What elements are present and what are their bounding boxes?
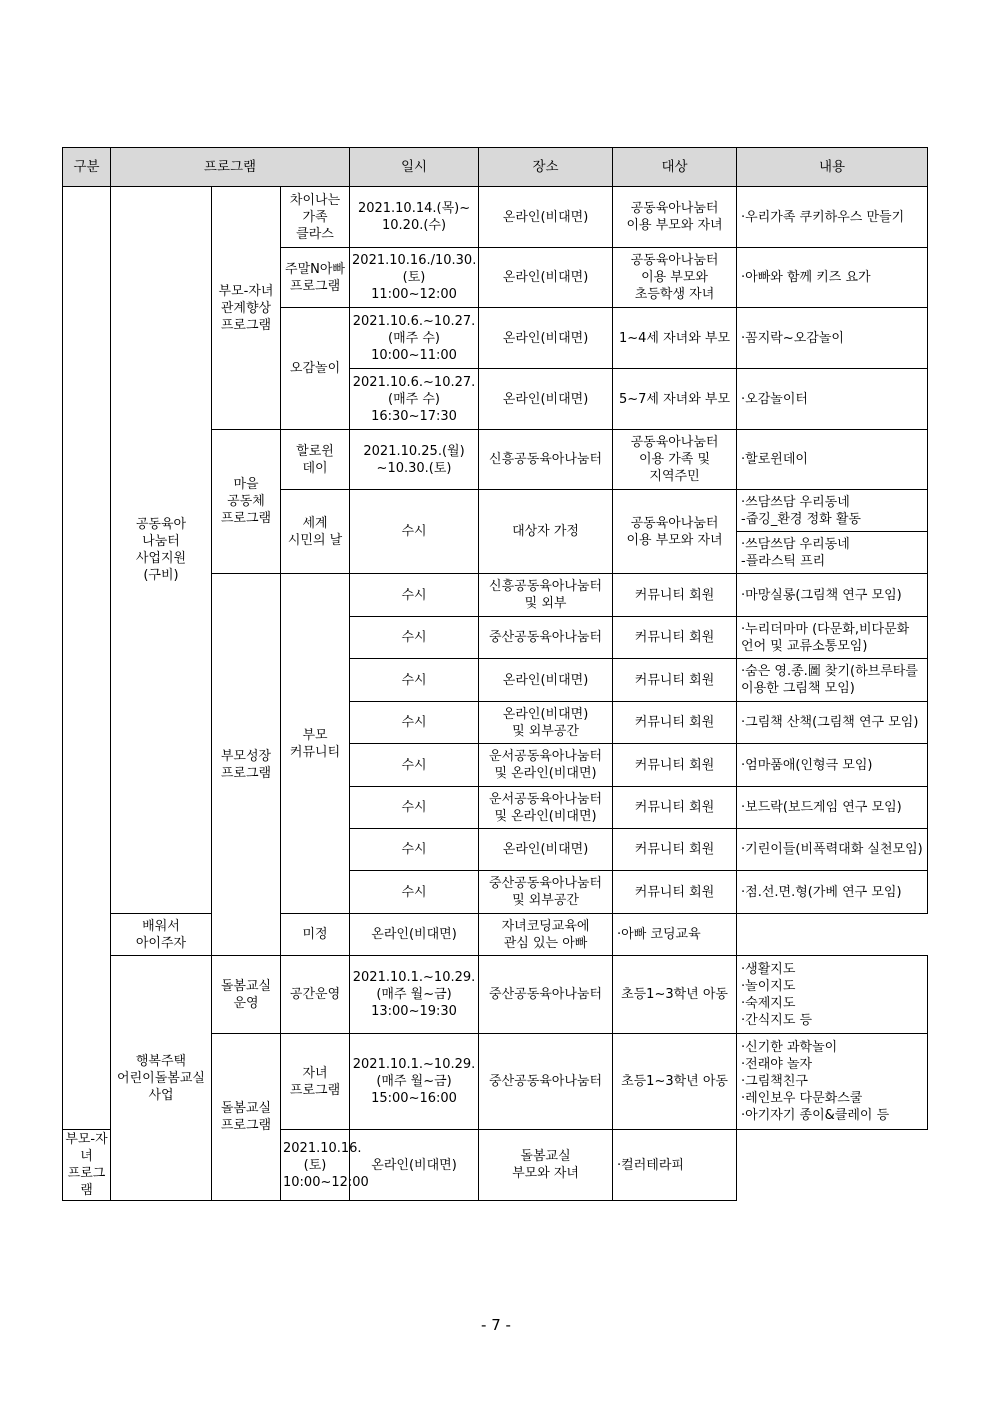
content-cell: ·보드락(보드게임 연구 모임) bbox=[737, 787, 928, 829]
header-content: 내용 bbox=[737, 148, 928, 187]
target-cell: 커뮤니티 회원 bbox=[613, 829, 737, 871]
place-cell: 온라인(비대면) bbox=[479, 369, 613, 430]
target-cell: 커뮤니티 회원 bbox=[613, 871, 737, 914]
content-cell: ·그림책 산책(그림책 연구 모임) bbox=[737, 702, 928, 744]
place-cell: 온라인(비대면) bbox=[479, 308, 613, 369]
content-cell: ·쓰담쓰담 우리동네 -줍깅_환경 정화 활동 bbox=[737, 490, 928, 532]
target-cell: 커뮤니티 회원 bbox=[613, 574, 737, 617]
content-cell: ·컬러테라피 bbox=[613, 1130, 737, 1201]
target-cell: 커뮤니티 회원 bbox=[613, 659, 737, 702]
target-cell: 5~7세 자녀와 부모 bbox=[613, 369, 737, 430]
target-cell: 공동육아나눔터 이용 부모와 자녀 bbox=[613, 490, 737, 574]
target-cell: 커뮤니티 회원 bbox=[613, 702, 737, 744]
date-cell: 2021.10.1.~10.29. (매주 월~금) 15:00~16:00 bbox=[350, 1034, 479, 1130]
target-cell: 돌봄교실 부모와 자녀 bbox=[479, 1130, 613, 1201]
content-cell: ·마망실롱(그림책 연구 모임) bbox=[737, 574, 928, 617]
place-cell: 온라인(비대면) bbox=[350, 914, 479, 956]
sub-program: 차이나는 가족 클라스 bbox=[281, 187, 350, 248]
place-cell: 중산공동육아나눔터 bbox=[479, 617, 613, 659]
content-cell: ·우리가족 쿠키하우스 만들기 bbox=[737, 187, 928, 248]
header-gubun: 구분 bbox=[63, 148, 111, 187]
group-label: 공동육아 나눔터 사업지원 (구비) bbox=[111, 187, 212, 914]
date-cell: 수시 bbox=[350, 574, 479, 617]
target-cell: 공동육아나눔터 이용 부모와 초등학생 자녀 bbox=[613, 248, 737, 308]
place-cell: 대상자 가정 bbox=[479, 490, 613, 574]
date-cell: 수시 bbox=[350, 659, 479, 702]
place-cell: 온라인(비대면) bbox=[350, 1130, 479, 1201]
target-cell: 커뮤니티 회원 bbox=[613, 744, 737, 787]
target-cell: 1~4세 자녀와 부모 bbox=[613, 308, 737, 369]
program-label: 마을 공동체 프로그램 bbox=[212, 430, 281, 574]
content-cell: ·숨은 영.종.圖 찾기(하브루타를 이용한 그림책 모임) bbox=[737, 659, 928, 702]
place-cell: 온라인(비대면) bbox=[479, 187, 613, 248]
target-cell: 초등1~3학년 아동 bbox=[613, 1034, 737, 1130]
table-row bbox=[63, 914, 928, 956]
date-cell: 미정 bbox=[281, 914, 350, 956]
program-label: 돌봄교실 프로그램 bbox=[212, 1034, 281, 1201]
date-cell: 수시 bbox=[350, 829, 479, 871]
place-cell: 운서공동육아나눔터 및 온라인(비대면) bbox=[479, 744, 613, 787]
date-cell: 수시 bbox=[350, 490, 479, 574]
place-cell: 운서공동육아나눔터 및 온라인(비대면) bbox=[479, 787, 613, 829]
sub-program: 공간운영 bbox=[281, 956, 350, 1034]
content-cell: ·할로윈데이 bbox=[737, 430, 928, 490]
table-row bbox=[63, 187, 928, 248]
target-cell: 커뮤니티 회원 bbox=[613, 617, 737, 659]
content-cell: ·점.선.면.형(가베 연구 모임) bbox=[737, 871, 928, 914]
place-cell: 신흥공동육아나눔터 및 외부 bbox=[479, 574, 613, 617]
date-cell: 2021.10.1.~10.29. (매주 월~금) 13:00~19:30 bbox=[350, 956, 479, 1034]
date-cell: 2021.10.16./10.30. (토) 11:00~12:00 bbox=[350, 248, 479, 308]
date-cell: 수시 bbox=[350, 702, 479, 744]
program-label: 부모성장 프로그램 bbox=[212, 574, 281, 956]
sub-program: 세계 시민의 날 bbox=[281, 490, 350, 574]
place-cell: 중산공동육아나눔터 및 외부공간 bbox=[479, 871, 613, 914]
place-cell: 중산공동육아나눔터 bbox=[479, 1034, 613, 1130]
header-date: 일시 bbox=[350, 148, 479, 187]
content-cell: ·기린이들(비폭력대화 실천모임) bbox=[737, 829, 928, 871]
content-cell: ·아빠 코딩교육 bbox=[613, 914, 737, 956]
date-cell: 수시 bbox=[350, 744, 479, 787]
content-cell: ·아빠와 함께 키즈 요가 bbox=[737, 248, 928, 308]
content-cell: ·오감놀이터 bbox=[737, 369, 928, 430]
program-label: 부모-자녀 관계향상 프로그램 bbox=[212, 187, 281, 430]
program-schedule-table bbox=[62, 147, 928, 1201]
date-cell: 2021.10.16.(토) 10:00~12:00 bbox=[281, 1130, 350, 1201]
sub-program: 부모 커뮤니티 bbox=[281, 574, 350, 914]
target-cell: 커뮤니티 회원 bbox=[613, 787, 737, 829]
target-cell: 자녀코딩교육에 관심 있는 아빠 bbox=[479, 914, 613, 956]
sub-program: 할로윈 데이 bbox=[281, 430, 350, 490]
date-cell: 수시 bbox=[350, 787, 479, 829]
program-label: 돌봄교실 운영 bbox=[212, 956, 281, 1034]
date-cell: 수시 bbox=[350, 871, 479, 914]
place-cell: 온라인(비대면) 및 외부공간 bbox=[479, 702, 613, 744]
sub-program: 주말N아빠 프로그램 bbox=[281, 248, 350, 308]
date-cell: 2021.10.25.(월) ~10.30.(토) bbox=[350, 430, 479, 490]
date-cell: 2021.10.14.(목)~ 10.20.(수) bbox=[350, 187, 479, 248]
content-cell: ·신기한 과학놀이 ·전래야 놀자 ·그림책친구 ·레인보우 다문화스쿨 ·아기자기 종이&클레이 등 bbox=[737, 1034, 928, 1130]
place-cell: 신흥공동육아나눔터 bbox=[479, 430, 613, 490]
date-cell: 수시 bbox=[350, 617, 479, 659]
target-cell: 초등1~3학년 아동 bbox=[613, 956, 737, 1034]
group-label: 행복주택 어린이돌봄교실 사업 bbox=[111, 956, 212, 1201]
place-cell: 중산공동육아나눔터 bbox=[479, 956, 613, 1034]
sub-program: 오감놀이 bbox=[281, 308, 350, 430]
sub-program: 부모-자녀 프로그램 bbox=[63, 1130, 111, 1201]
date-cell: 2021.10.6.~10.27. (매주 수) 16:30~17:30 bbox=[350, 369, 479, 430]
target-cell: 공동육아나눔터 이용 부모와 자녀 bbox=[613, 187, 737, 248]
content-cell: ·누리더마마 (다문화,비다문화 언어 및 교류소통모임) bbox=[737, 617, 928, 659]
header-program: 프로그램 bbox=[111, 148, 350, 187]
page-number: - 7 - bbox=[481, 1316, 511, 1334]
gubun-cell bbox=[63, 187, 111, 1130]
sub-program: 배워서 아이주자 bbox=[111, 914, 212, 956]
header-row bbox=[63, 148, 928, 187]
header-place: 장소 bbox=[479, 148, 613, 187]
date-cell: 2021.10.6.~10.27. (매주 수) 10:00~11:00 bbox=[350, 308, 479, 369]
content-cell: ·쓰담쓰담 우리동네 -플라스틱 프리 bbox=[737, 532, 928, 574]
place-cell: 온라인(비대면) bbox=[479, 659, 613, 702]
content-cell: ·엄마품애(인형극 모임) bbox=[737, 744, 928, 787]
content-cell: ·꼼지락~오감놀이 bbox=[737, 308, 928, 369]
header-target: 대상 bbox=[613, 148, 737, 187]
table-row bbox=[63, 956, 928, 1034]
place-cell: 온라인(비대면) bbox=[479, 248, 613, 308]
sub-program: 자녀 프로그램 bbox=[281, 1034, 350, 1130]
place-cell: 온라인(비대면) bbox=[479, 829, 613, 871]
content-cell: ·생활지도 ·놀이지도 ·숙제지도 ·간식지도 등 bbox=[737, 956, 928, 1034]
target-cell: 공동육아나눔터 이용 가족 및 지역주민 bbox=[613, 430, 737, 490]
